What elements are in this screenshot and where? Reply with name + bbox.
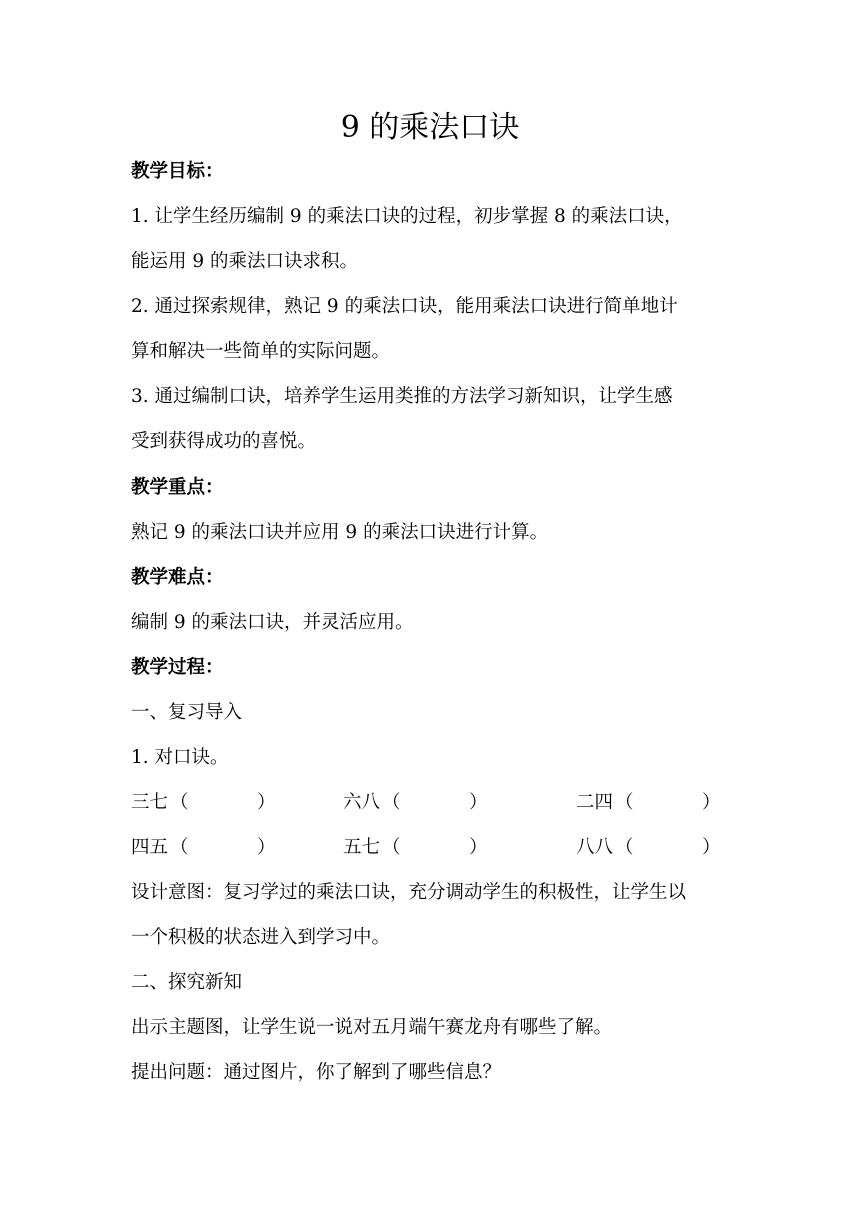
section-explore-heading: 二、探究新知 — [131, 972, 243, 993]
exercise-row-2 — [0, 834, 860, 862]
difficulties-heading: 教学难点： — [131, 567, 224, 588]
answer-open-paren: （ — [382, 837, 401, 858]
section-review-heading: 一、复习导入 — [131, 702, 243, 723]
exercise-item — [343, 834, 493, 862]
show-image-text: 出示主题图，让学生说一说对五月端午赛龙舟有哪些了解。 — [131, 1017, 613, 1038]
exercise-item — [576, 834, 726, 862]
exercise-title: 1. 对口诀。 — [131, 747, 229, 768]
page-title: 9 的乘法口诀 — [340, 110, 520, 145]
question-text: 提出问题：通过图片，你了解到了哪些信息？ — [131, 1062, 502, 1083]
answer-open-paren: （ — [170, 837, 189, 858]
exercise-row-1 — [0, 789, 860, 817]
exercise-label: 五七 — [343, 837, 381, 858]
answer-open-paren: （ — [615, 792, 634, 813]
exercise-item — [131, 834, 281, 862]
objective-1-line-2: 能运用 9 的乘法口诀求积。 — [131, 251, 359, 272]
exercise-item — [576, 789, 726, 817]
answer-close-paren: ） — [469, 792, 488, 813]
answer-close-paren: ） — [702, 837, 721, 858]
answer-open-paren: （ — [382, 792, 401, 813]
objective-2-line-2: 算和解决一些简单的实际问题。 — [131, 341, 391, 362]
exercise-item — [343, 789, 493, 817]
objective-3-line-1: 3. 通过编制口诀，培养学生运用类推的方法学习新知识，让学生感 — [131, 386, 673, 407]
answer-close-paren: ） — [469, 837, 488, 858]
design-intent-line-1: 设计意图：复习学过的乘法口诀，充分调动学生的积极性，让学生以 — [131, 882, 687, 903]
exercise-item — [131, 789, 281, 817]
objective-2-line-1: 2. 通过探索规律，熟记 9 的乘法口诀，能用乘法口诀进行简单地计 — [131, 296, 678, 317]
objectives-heading: 教学目标： — [131, 161, 224, 182]
exercise-label: 八八 — [576, 837, 614, 858]
exercise-label: 四五 — [131, 837, 169, 858]
exercise-label: 三七 — [131, 792, 169, 813]
difficulties-text: 编制 9 的乘法口诀，并灵活应用。 — [131, 612, 414, 633]
objective-1-line-1: 1. 让学生经历编制 9 的乘法口诀的过程，初步掌握 8 的乘法口诀， — [131, 206, 683, 227]
design-intent-line-2: 一个积极的状态进入到学习中。 — [131, 927, 391, 948]
process-heading: 教学过程： — [131, 657, 224, 678]
key-points-text: 熟记 9 的乘法口诀并应用 9 的乘法口诀进行计算。 — [131, 522, 549, 543]
answer-close-paren: ） — [257, 837, 276, 858]
exercise-label: 六八 — [343, 792, 381, 813]
answer-close-paren: ） — [702, 792, 721, 813]
answer-close-paren: ） — [257, 792, 276, 813]
exercise-label: 二四 — [576, 792, 614, 813]
answer-open-paren: （ — [615, 837, 634, 858]
key-points-heading: 教学重点： — [131, 477, 224, 498]
answer-open-paren: （ — [170, 792, 189, 813]
objective-3-line-2: 受到获得成功的喜悦。 — [131, 431, 317, 452]
